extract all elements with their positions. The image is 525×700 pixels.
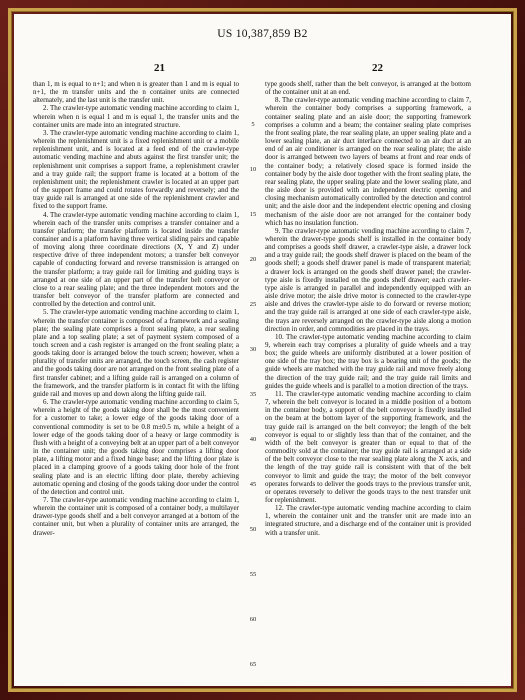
claim-paragraph: 9. The crawler-type automatic vending machine according to claim 7, wherein the drawer-type goods shelf is installed in the container body and comprises a goods shelf drawer, a crawler-type aisle, a drawer lock and a tray guide rail; the goods shelf drawer is placed on the beam of the goods shelf; a goods shelf drawer panel is made of transparent material; a drawer lock is arranged on the goods shelf drawer panel; the crawler-type aisle is fixedly installed on the goods shelf drawer; each crawler-type aisle is arranged in parallel and independently equipped with an aisle drive motor; the aisle drive motor is connected to the crawler-type aisle and drives the crawler-type aisle to do forward or reverse motion; and the tray guide rail is arranged at one side of each crawler-type aisle, the trays are reversely arranged on the crawler-type aisle along a motion direction in order, and commodities are placed in the trays. xyxy=(265,226,471,333)
claim-paragraph: 6. The crawler-type automatic vending machine according to claim 5, wherein a height of the goods taking door shall be the most convenient for a customer to take; a lower edge of the goods taking door of a conventional commodity is set to be 0.8 m±0.5 m, while a height of a lower edge of the goods taking door of a heavy or large commodity is flush with a height of a conveying belt at an upper part of a belt conveyor in the container unit; the goods taking door comprises a lifting door plate, a lifting motor and a fixed hinge base; and the lifting door plate is placed in a clamping groove of a goods taking door hole of the front sealing plate and is an electric lifting door plate, thereby achieving automatic opening and closing of the goods taking door under the control of the detection and control unit. xyxy=(33,398,239,496)
right-column xyxy=(265,80,471,682)
claim-paragraph: 8. The crawler-type automatic vending machine according to claim 7, wherein the container body comprises a supporting framework, a container sealing plate and an aisle door; the supporting framework comprises a column and a beam; the container sealing plate comprises the front sealing plate, the rear sealing plate, an upper sealing plate and a lower sealing plate, an air duct interface connected to an air duct at an end of an air conditioner is arranged on the rear sealing plate; the aisle door is arranged between two layers of beams at front and rear ends of the container body; a relatively closed space is formed inside the container body by the aisle door together with the front sealing plate, the rear sealing plate, the upper sealing plate and the lower sealing plate, and the aisle door is provided with an independent electric opening and closing mechanism automatically controlled by the detection and control unit; and the aisle door and the independent electric opening and closing mechanism of the aisle door are not arranged for the container body which has no insulation function. xyxy=(265,96,471,227)
line-number: 10 xyxy=(249,166,257,173)
line-number: 60 xyxy=(249,616,257,623)
claim-paragraph: than 1, m is equal to n+1; and when n is greater than 1 and m is equal to n+1, the m transfer units and the n container units are connected alternately, and the last unit is the transfer unit. xyxy=(33,80,239,105)
claim-paragraph: 12. The crawler-type automatic vending machine according to claim 1, wherein the container unit and the transfer unit are made into an integrated structure, and a discharge end of the container unit is provided with a transfer unit. xyxy=(265,504,471,537)
claim-paragraph: 2. The crawler-type automatic vending machine according to claim 1, wherein when n is equal 1 and m is equal 1, the transfer units and the container units are made into an integrated structure. xyxy=(33,104,239,129)
line-number-gutter xyxy=(245,80,261,682)
patent-page xyxy=(14,14,511,686)
column-number-left: 21 xyxy=(154,62,165,74)
claim-paragraph: 10. The crawler-type automatic vending machine according to claim 9, wherein each tray comprises a plurality of guide wheels and a tray box; the guide wheels are uniformly distributed at a lower position of one side of the tray box; the tray box is a bearing unit of the goods; the guide wheels are matched with the tray guide rail and move freely along the direction of the tray guide rail; and the tray guide rail limits and guides the guide wheels and is parallel to a motion direction of the trays. xyxy=(265,332,471,390)
line-number: 40 xyxy=(249,436,257,443)
line-number: 55 xyxy=(249,571,257,578)
line-number: 45 xyxy=(249,481,257,488)
claim-paragraph: 7. The crawler-type automatic vending machine according to claim 1, wherein the container unit is composed of a container body, a multilayer drawer-type goods shelf and a belt conveyor arranged at a bottom of the container unit, but when a plurality of container units are arranged, the drawer- xyxy=(33,495,239,537)
line-number: 25 xyxy=(249,301,257,308)
line-number: 20 xyxy=(249,256,257,263)
line-number: 15 xyxy=(249,211,257,218)
line-number: 5 xyxy=(251,121,255,128)
line-number: 50 xyxy=(249,526,257,533)
left-column xyxy=(33,80,239,682)
column-number-right: 22 xyxy=(372,62,383,74)
claim-paragraph: 3. The crawler-type automatic vending machine according to claim 1, wherein the replenishment unit is a fixed replenishment unit or a mobile replenishment unit, and is located at a feed end of the crawler-type automatic vending machine and abuts against the first transfer unit; the replenishment unit comprises a support frame, a replenishment crawler and a tray guide rail; the support frame is located at a bottom of the replenishment unit; the replenishment crawler is located at an upper part of the support frame and could rotates forwardly and reversely; and the tray guide rail is arranged at one side of the replenishment crawler and fixed to the support frame. xyxy=(33,128,239,211)
line-number: 30 xyxy=(249,346,257,353)
line-number: 65 xyxy=(249,661,257,668)
line-number: 35 xyxy=(249,391,257,398)
claim-paragraph: 4. The crawler-type automatic vending machine according to claim 1, wherein each of the transfer units comprises a transfer container and a transfer platform; the transfer platform is located inside the transfer container and is a platform having three vertical sliding pairs and capable of moving along three coordinate directions (X, Y and Z) under respective drive of three independent motors; a transfer belt conveyor capable of conducting forward and reverse transmission is arranged on the transfer platform; a tray guide rail for limiting and guiding trays is arranged at one side of an upper part of the transfer belt conveyor or close to a rear sealing plate; and the three independent motors and the transfer belt conveyor of the transfer platform are connected and controlled by the detection and control unit. xyxy=(33,210,239,309)
claim-paragraph: type goods shelf, rather than the belt conveyor, is arranged at the bottom of the container unit at an end. xyxy=(265,80,471,97)
claim-paragraph: 11. The crawler-type automatic vending machine according to claim 7, wherein the belt conveyor is located in a middle position of a bottom in the container body, a support of the belt conveyor is fixedly installed on the beam at the bottom layer of the supporting framework, and the tray guide rail is arranged on the belt conveyor; the length of the belt conveyor is equal to or slightly less than that of the container, and the width of the belt conveyor is greater than or equal to that of the commodity sold at the container; the tray guide rail is arranged at a side of the belt conveyor close to the rear sealing plate along the X axis, and the length of the tray guide rail is consistent with that of the belt conveyor to limit and guide the tray; the motor of the belt conveyor operates forwards to deliver the goods trays to the previous transfer unit, or operates reversely to deliver the goods trays to the next transfer unit for replenishment. xyxy=(265,389,471,504)
patent-number: US 10,387,859 B2 xyxy=(217,28,308,40)
claim-paragraph: 5. The crawler-type automatic vending machine according to claim 1, wherein the transfer container is composed of a framework and a sealing plate; the sealing plate comprises a front sealing plate, a rear sealing plate and a top sealing plate; a set of payment system composed of a touch screen and a cash register is arranged on the front sealing plate; a goods taking door is arranged below the touch screen; however, when a plurality of transfer units are arranged, the touch screen, the cash register and the goods taking door are not arranged on the front sealing plate of a first transfer cabinet; and a lifting guide rail is arranged on a column of the framework, and the transfer platform is in contact fit with the lifting guide rail and moves up and down along the lifting guide rail. xyxy=(33,308,239,398)
